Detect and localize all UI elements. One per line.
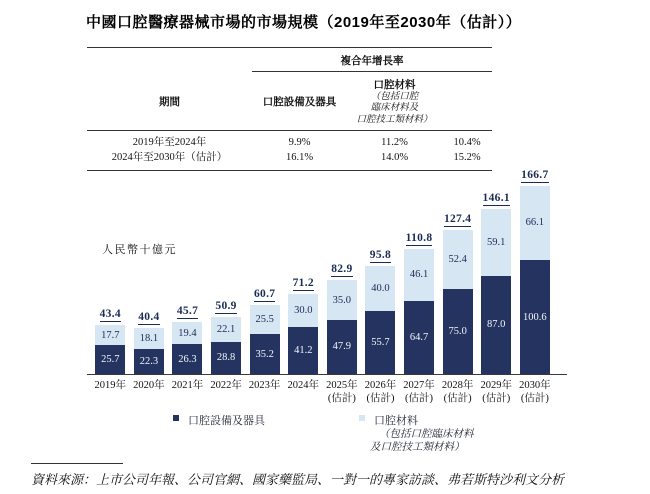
legend-equipment-label: 口腔設備及器具: [188, 415, 265, 427]
equipment-segment: [211, 342, 241, 375]
stacked-bar: [95, 325, 125, 374]
equipment-value-label: 87.0: [487, 319, 506, 331]
equipment-segment: [134, 349, 164, 374]
bar-group: [207, 300, 246, 375]
cell-equipment: 9.9%: [288, 137, 311, 149]
materials-note-line: 口腔技工類材料）: [356, 114, 433, 125]
total-value-label: 71.2: [292, 276, 314, 289]
equipment-value-label: 100.6: [523, 311, 547, 323]
materials-segment: [520, 186, 550, 261]
bar-group: [323, 263, 362, 374]
materials-swatch-icon: [359, 415, 365, 421]
stacked-bar: [211, 317, 241, 375]
equipment-value-label: 47.9: [332, 341, 352, 353]
cell-total: 15.2%: [453, 152, 481, 164]
equipment-value-label: 22.3: [139, 355, 159, 367]
bar-group: [168, 305, 207, 374]
stacked-bar: [288, 294, 318, 374]
x-axis-label: 2019年: [94, 380, 127, 391]
bar-group: [361, 249, 400, 374]
cell-materials: 14.0%: [380, 152, 409, 164]
equipment-value-label: 41.2: [294, 345, 313, 357]
equipment-segment: [404, 301, 434, 374]
materials-segment: [250, 305, 280, 334]
materials-value-label: 30.0: [294, 304, 313, 316]
equipment-segment: [172, 344, 202, 374]
legend-materials-note: （包括口腔臨床材料: [379, 429, 474, 440]
total-value-label: 60.7: [254, 288, 276, 301]
equipment-segment: [443, 289, 473, 374]
materials-value-label: 40.0: [371, 283, 390, 295]
equipment-segment: [288, 327, 318, 374]
col-header-period: 期間: [159, 96, 180, 109]
bar-group: [438, 213, 477, 374]
total-value-label: 95.8: [369, 248, 392, 261]
total-value-label: 82.9: [331, 263, 353, 276]
total-value-label: 45.7: [176, 305, 199, 318]
bar-group: [400, 232, 439, 374]
x-axis-label: 2020年: [133, 380, 165, 391]
equipment-value-label: 55.7: [371, 337, 390, 349]
cagr-table-row: [87, 135, 492, 150]
cell-equipment: 16.1%: [285, 152, 314, 164]
equipment-value-label: 35.2: [255, 348, 274, 360]
x-axis-label: 2023年: [248, 380, 281, 391]
materials-value-label: 35.0: [332, 294, 352, 306]
legend-item-materials: [359, 412, 474, 454]
equipment-value-label: 75.0: [448, 326, 467, 338]
equipment-swatch-icon: [173, 415, 179, 421]
materials-segment: [443, 230, 473, 289]
total-value-label: 166.7: [521, 168, 549, 181]
equipment-value-label: 28.8: [216, 352, 236, 364]
materials-value-label: 17.7: [101, 329, 120, 341]
bar-group: [130, 311, 169, 374]
page-title: 中國口腔醫療器械市場的市場規模（2019年至2030年（估計））: [86, 14, 522, 31]
bar-group: [477, 192, 516, 374]
equipment-value-label: 64.7: [409, 331, 429, 343]
materials-value-label: 18.1: [139, 333, 159, 345]
x-axis-label: 2021年: [171, 380, 204, 391]
cagr-table: [87, 47, 492, 171]
bar-group: [516, 169, 555, 374]
x-axis-label: 2030年 (估計): [519, 380, 551, 405]
x-axis-labels: [87, 379, 567, 405]
equipment-segment: [365, 311, 395, 374]
cagr-header: 複合年增長率: [252, 48, 492, 72]
chart-legend: [0, 409, 650, 457]
x-axis-label: 2026年 (估計): [364, 380, 397, 405]
cagr-table-span-row: [87, 47, 492, 72]
materials-segment: [404, 249, 434, 301]
stacked-bar: [404, 249, 434, 374]
cagr-table-header-row: [87, 72, 492, 131]
cell-materials: 11.2%: [381, 137, 408, 149]
materials-segment: [288, 294, 318, 328]
total-value-label: 50.9: [215, 299, 237, 312]
x-axis-label: 2022年: [210, 380, 242, 391]
x-axis-label: 2027年 (估計): [403, 380, 435, 405]
cell-period: 2024年至2030年（估計）: [111, 152, 228, 164]
bar-group: [245, 288, 284, 374]
materials-value-label: 59.1: [487, 236, 506, 248]
materials-value-label: 19.4: [178, 327, 197, 339]
equipment-segment: [481, 276, 511, 374]
cell-period: 2019年至2024年: [132, 137, 207, 149]
equipment-segment: [327, 320, 357, 374]
x-axis-label: 2029年 (估計): [480, 380, 512, 405]
equipment-segment: [250, 334, 280, 374]
stacked-bar: [250, 305, 280, 374]
stacked-bar: [327, 280, 357, 374]
materials-value-label: 25.5: [255, 314, 274, 326]
materials-segment: [172, 322, 202, 344]
equipment-value-label: 26.3: [178, 353, 197, 365]
cell-total: 10.4%: [453, 137, 481, 149]
stacked-bar: [520, 186, 550, 374]
legend-materials-label: 口腔材料: [374, 415, 418, 427]
stacked-bar: [443, 230, 473, 374]
equipment-segment: [95, 345, 125, 374]
materials-segment: [327, 280, 357, 320]
total-value-label: 110.8: [405, 231, 433, 244]
x-axis-label: 2025年 (估計): [326, 380, 358, 405]
stacked-bar: [365, 266, 395, 374]
materials-segment: [134, 328, 164, 349]
total-value-label: 40.4: [138, 311, 160, 324]
x-axis-label: 2024年: [287, 380, 320, 391]
equipment-segment: [520, 260, 550, 374]
x-axis-label: 2028年 (估計): [441, 380, 474, 405]
total-value-label: 146.1: [482, 191, 510, 204]
materials-value-label: 22.1: [216, 323, 236, 335]
source-note: 資料來源：上市公司年報、公司官網、國家藥監局、一對一的專家訪談、弗若斯特沙利文分析: [31, 472, 565, 487]
bar-group: [284, 277, 323, 374]
materials-value-label: 66.1: [525, 217, 545, 229]
materials-segment: [211, 317, 241, 342]
materials-segment: [95, 325, 125, 345]
stacked-bar: [481, 209, 511, 374]
materials-segment: [365, 266, 395, 311]
total-value-label: 127.4: [443, 213, 472, 226]
legend-materials-note: 及口腔技工類材料）: [370, 442, 465, 454]
materials-value-label: 46.1: [409, 269, 429, 281]
legend-item-equipment: [173, 412, 265, 428]
equipment-value-label: 25.7: [101, 354, 120, 365]
stacked-bar-chart: [87, 161, 567, 375]
materials-value-label: 52.4: [448, 254, 467, 266]
materials-segment: [481, 209, 511, 276]
col-header-materials: 口腔材料 （包括口腔 臨床材料及 口腔技工類材料）: [347, 77, 442, 126]
materials-note-line: （包括口腔: [370, 92, 419, 102]
y-axis-unit-label: 人民幣十億元: [102, 244, 177, 256]
stacked-bar: [172, 322, 202, 374]
source-divider: [31, 463, 123, 464]
bar-group: [91, 308, 130, 374]
stacked-bar: [134, 328, 164, 374]
total-value-label: 43.4: [99, 308, 121, 320]
materials-note-line: 臨床材料及: [370, 103, 419, 114]
col-header-equipment: 口腔設備及器具: [262, 96, 337, 109]
